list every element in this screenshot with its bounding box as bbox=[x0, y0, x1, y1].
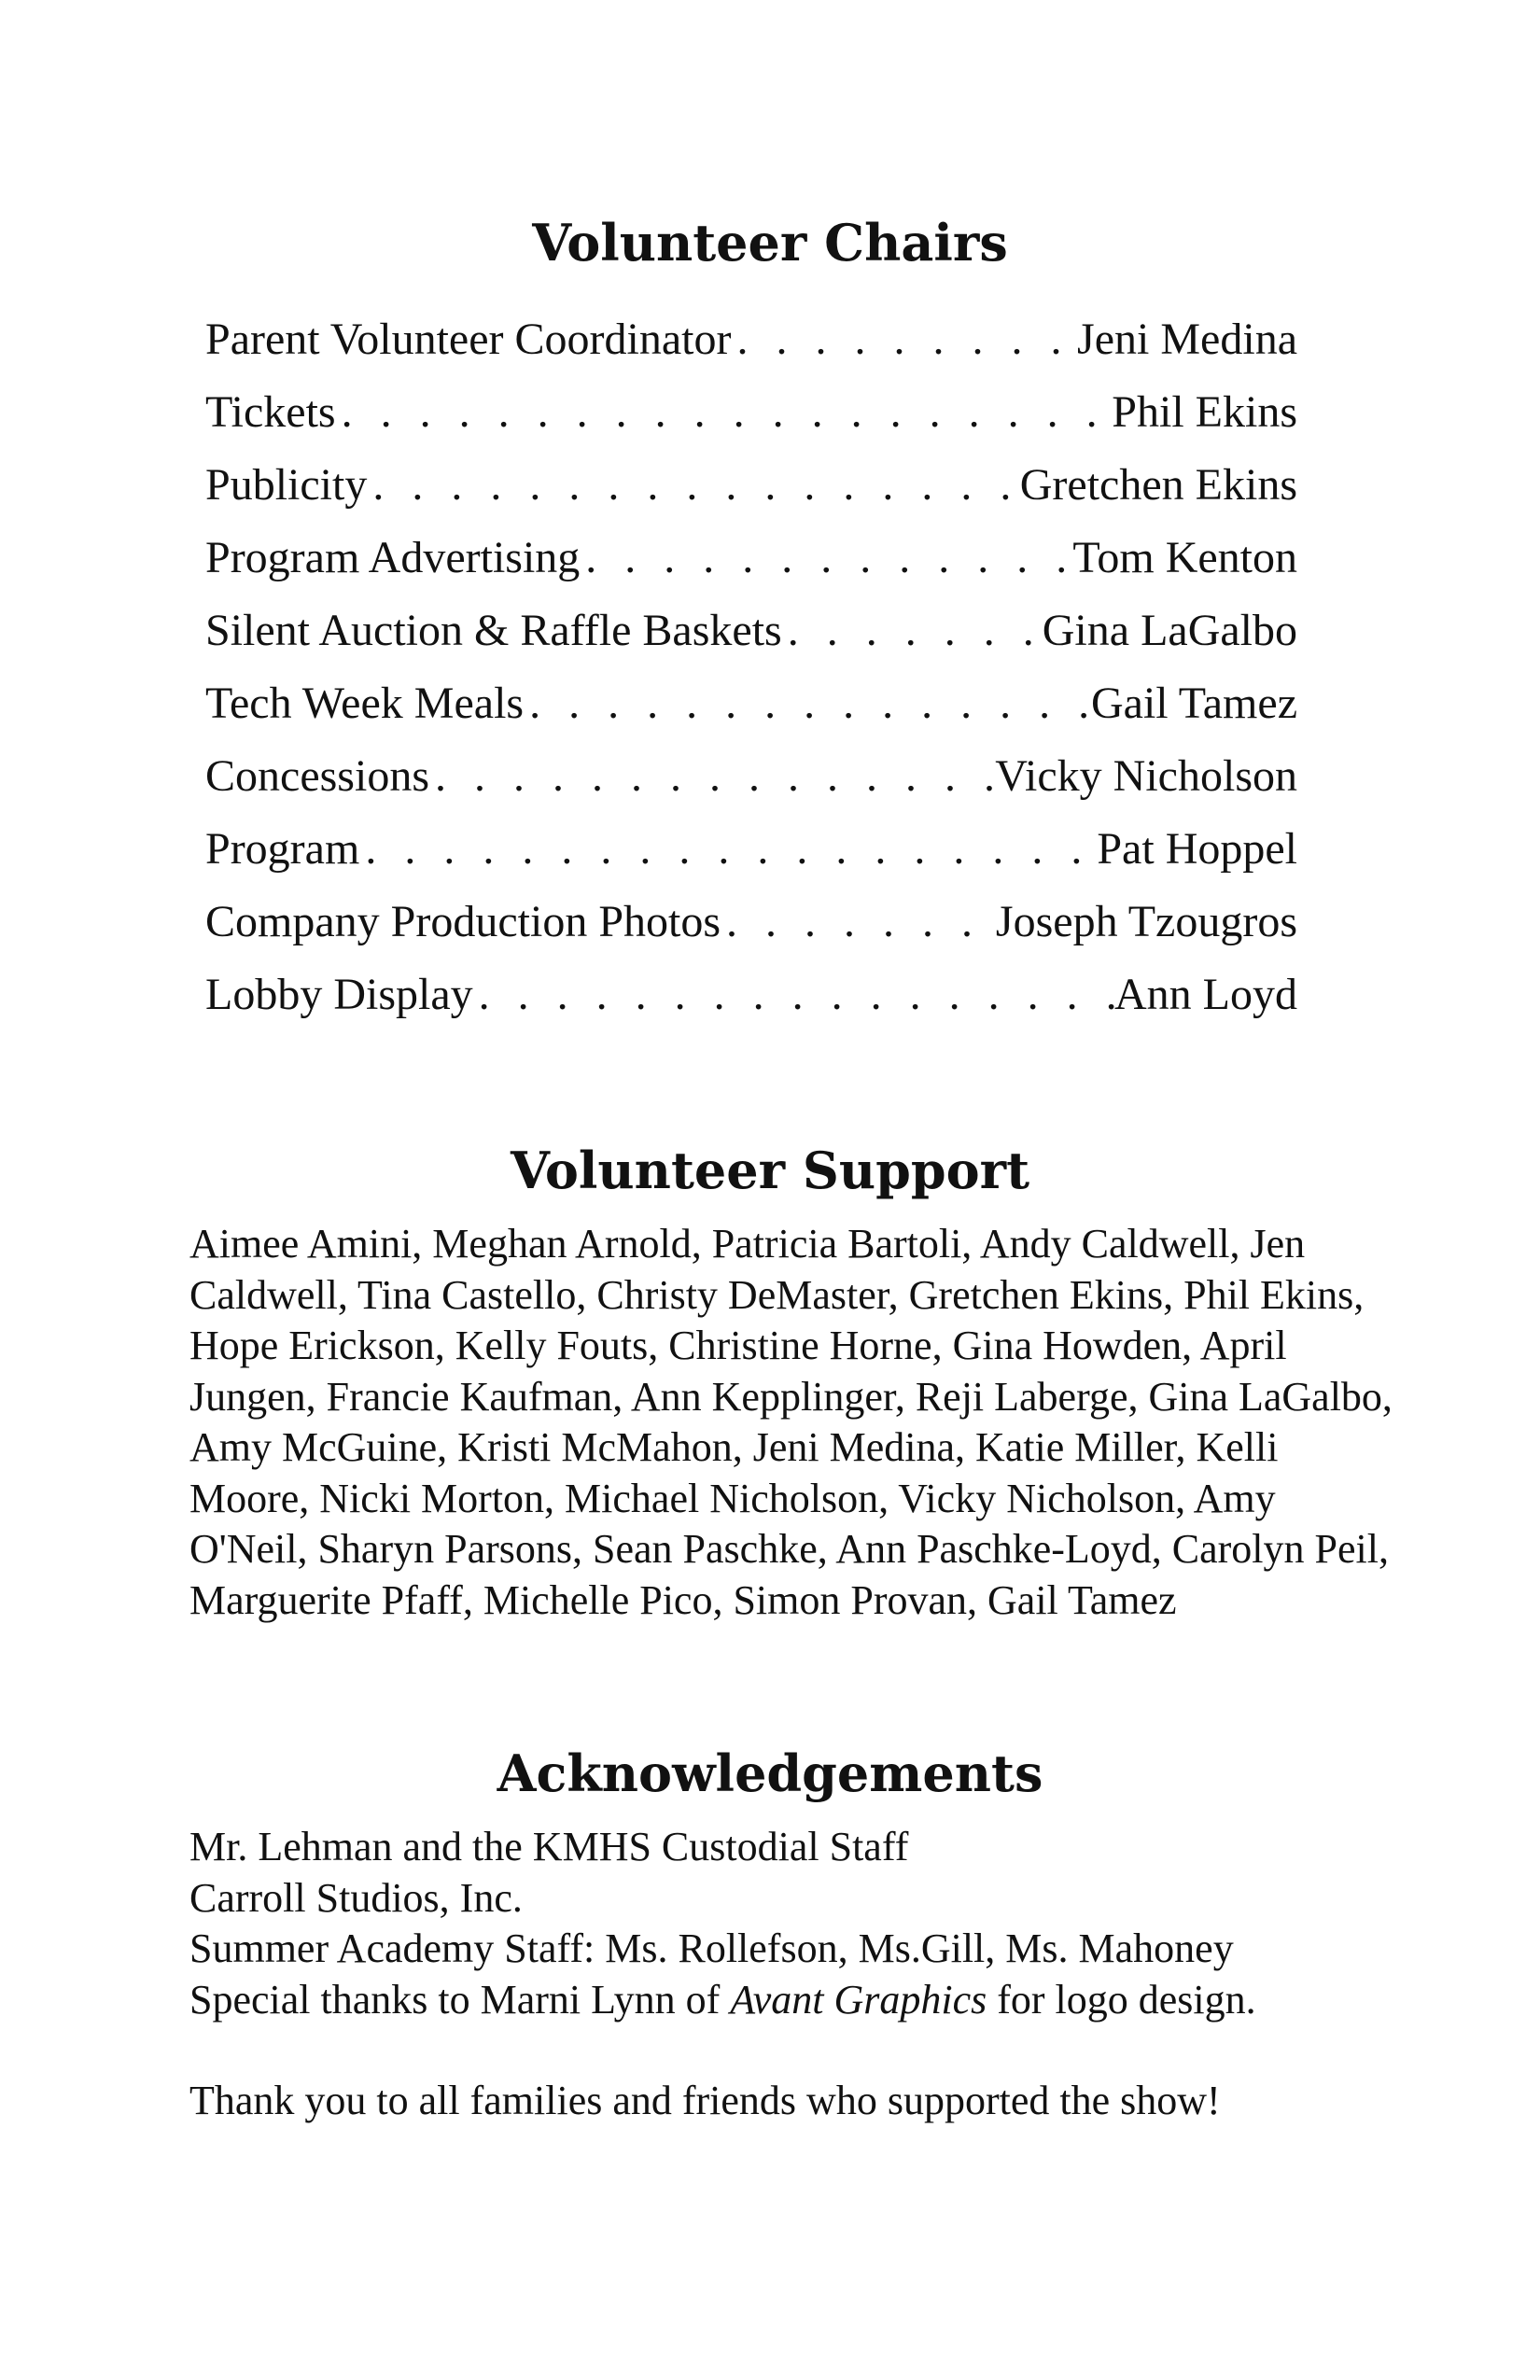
acknowledgements-title: Acknowledgements bbox=[497, 1743, 1043, 1803]
volunteer-chairs-list bbox=[205, 303, 1297, 1031]
chair-role: Parent Volunteer Coordinator bbox=[205, 315, 732, 364]
chair-role: Publicity bbox=[205, 460, 368, 510]
chair-name: Joseph Tzougros bbox=[995, 897, 1297, 946]
chair-row bbox=[205, 522, 1297, 595]
ack-line-logo-text-start: Special thanks to Marni Lynn of bbox=[189, 1976, 731, 2023]
chair-role: Company Production Photos bbox=[205, 897, 721, 946]
chair-name: Vicky Nicholson bbox=[995, 751, 1297, 801]
chair-role: Lobby Display bbox=[205, 970, 473, 1019]
dot-leader bbox=[336, 376, 1113, 449]
acknowledgements-list bbox=[189, 1822, 1403, 2127]
volunteer-support-names: Aimee Amini, Meghan Arnold, Patricia Bartoli, Andy Caldwell, Jen Caldwell, Tina Castello, Christy DeMaster, Gretchen Ekins, Phil Ekins, Hope Erickson, Kelly Fouts, Christine Horne, Gina Howden, April Jungen, Francie Kaufman, Ann Kepplinger, Reji Laberge, Gina LaGalbo, Amy McGuine, Kristi McMahon, Jeni Medina, Katie Miller, Kelli Moore, Nicki Morton, Michael Nicholson, Vicky Nicholson, Amy O'Neil, Sharyn Parsons, Sean Paschke, Ann Paschke-Loyd, Carolyn Peil, Marguerite Pfaff, Michelle Pico, Simon Provan, Gail Tamez bbox=[189, 1221, 1393, 1623]
dot-leader bbox=[359, 813, 1097, 886]
chair-name: Tom Kenton bbox=[1072, 533, 1297, 582]
chair-row bbox=[205, 886, 1297, 959]
dot-leader bbox=[580, 522, 1072, 595]
chair-row bbox=[205, 376, 1297, 449]
chair-row bbox=[205, 959, 1297, 1031]
dot-leader bbox=[721, 886, 996, 959]
chair-role: Program Advertising bbox=[205, 533, 581, 582]
dot-leader bbox=[731, 303, 1077, 376]
chair-role: Concessions bbox=[205, 751, 429, 801]
dot-leader bbox=[367, 449, 1019, 522]
ack-line-summer-academy: Summer Academy Staff: Ms. Rollefson, Ms.Gill, Ms. Mahoney bbox=[189, 1925, 1234, 1971]
dot-leader bbox=[782, 595, 1043, 667]
dot-leader bbox=[524, 667, 1091, 740]
chair-row bbox=[205, 667, 1297, 740]
thank-you-line: Thank you to all families and friends who supported the show! bbox=[189, 2078, 1221, 2123]
chair-role: Tech Week Meals bbox=[205, 679, 525, 728]
chair-name: Ann Loyd bbox=[1114, 970, 1297, 1019]
ack-line-logo-text-end: for logo design. bbox=[987, 1976, 1256, 2023]
chair-row bbox=[205, 449, 1297, 522]
chair-name: Phil Ekins bbox=[1112, 387, 1297, 437]
chair-name: Pat Hoppel bbox=[1097, 824, 1297, 874]
chair-role: Silent Auction & Raffle Baskets bbox=[205, 606, 782, 655]
chair-name: Gina LaGalbo bbox=[1042, 606, 1297, 655]
volunteer-support-title: Volunteer Support bbox=[510, 1141, 1030, 1200]
ack-line-studios: Carroll Studios, Inc. bbox=[189, 1874, 523, 1921]
chair-row bbox=[205, 813, 1297, 886]
volunteer-chairs-title: Volunteer Chairs bbox=[532, 213, 1008, 273]
chair-name: Jeni Medina bbox=[1077, 315, 1297, 364]
chair-name: Gretchen Ekins bbox=[1019, 460, 1297, 510]
chair-row bbox=[205, 740, 1297, 813]
chair-row bbox=[205, 303, 1297, 376]
dot-leader bbox=[429, 740, 995, 813]
ack-line-logo-design bbox=[189, 1975, 1403, 2026]
chair-row bbox=[205, 595, 1297, 667]
ack-line-custodial: Mr. Lehman and the KMHS Custodial Staff bbox=[189, 1824, 909, 1869]
chair-role: Program bbox=[205, 824, 360, 874]
chair-name: Gail Tamez bbox=[1091, 679, 1297, 728]
chair-role: Tickets bbox=[205, 387, 336, 437]
ack-line-logo-company: Avant Graphics bbox=[730, 1976, 987, 2023]
dot-leader bbox=[473, 959, 1114, 1031]
